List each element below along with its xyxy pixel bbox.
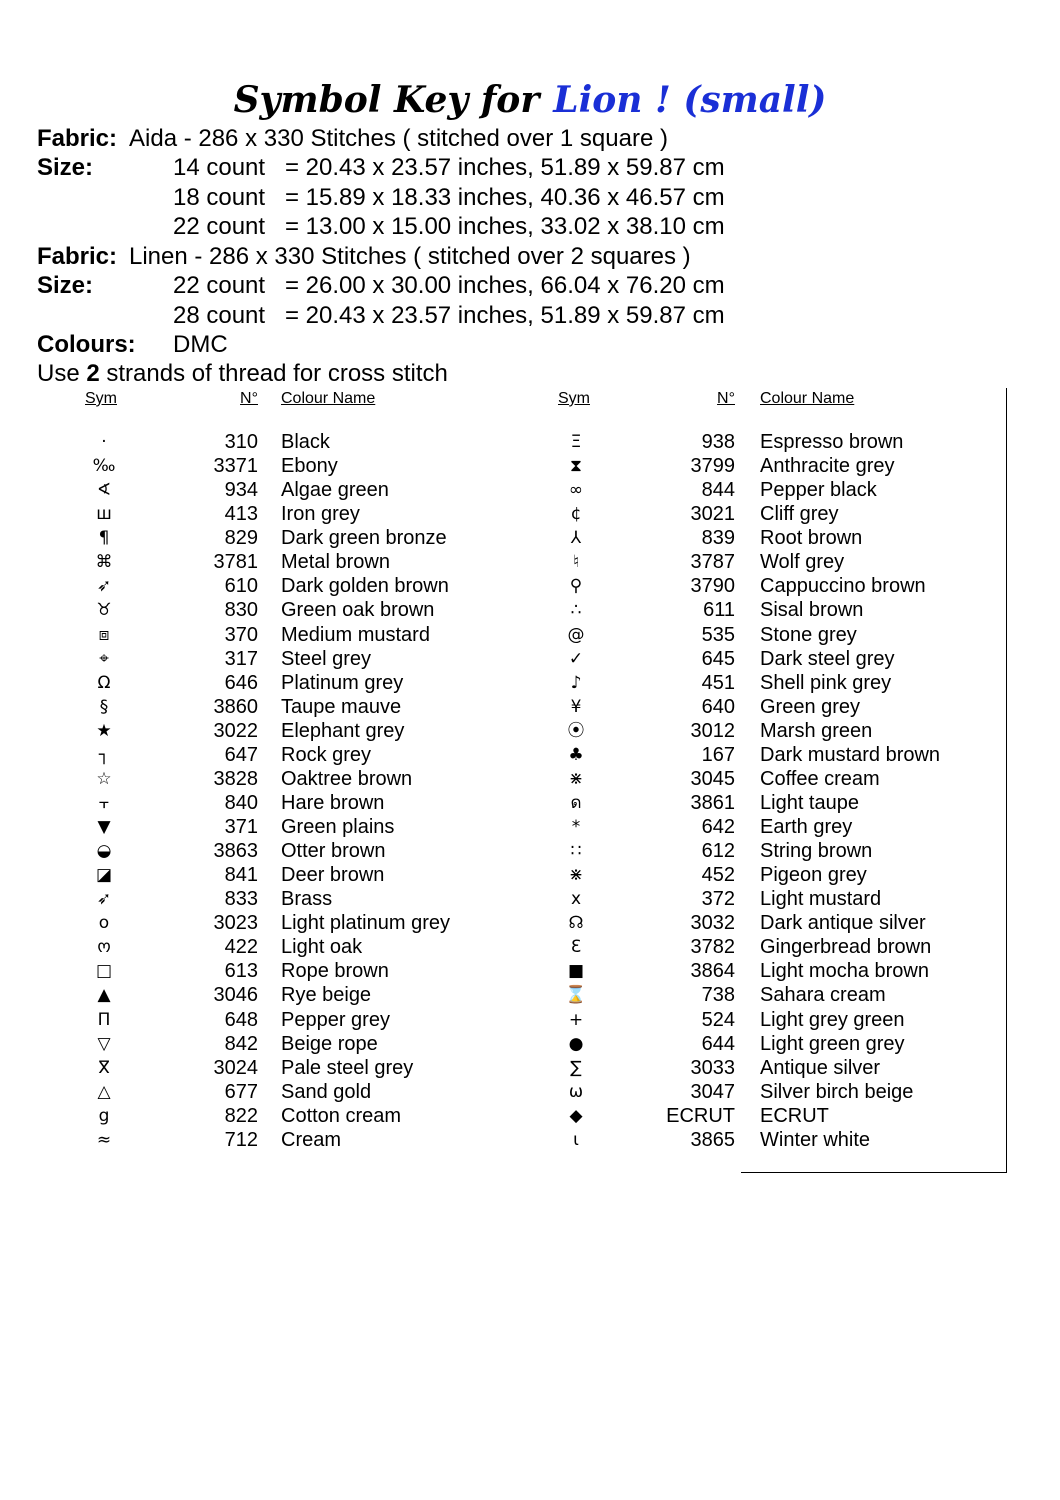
symbol-glyph: ◆ xyxy=(569,1105,583,1126)
table-row xyxy=(84,647,504,671)
table-row xyxy=(556,815,996,839)
strands-suffix: strands of thread for cross stitch xyxy=(99,360,448,387)
symbol-glyph: · xyxy=(101,432,107,452)
table-row xyxy=(84,1056,504,1080)
symbol-glyph: * xyxy=(571,817,581,837)
size-linen-row-1 xyxy=(37,271,725,300)
symbol-glyph: ო xyxy=(97,937,111,958)
header-name-left: Colour Name xyxy=(281,390,376,407)
symbol-glyph: ≈ xyxy=(96,1129,112,1150)
table-row xyxy=(556,983,996,1007)
colour-name: Pepper black xyxy=(760,479,877,502)
symbol-glyph: ⴳ xyxy=(98,1057,110,1078)
symbol-glyph: ш xyxy=(96,504,112,525)
table-row xyxy=(556,478,996,502)
colours-line xyxy=(37,330,228,359)
dmc-number: 3865 xyxy=(690,1128,735,1151)
table-row xyxy=(556,863,996,887)
dmc-number: ECRUT xyxy=(666,1104,735,1127)
dmc-number: 822 xyxy=(224,1104,258,1127)
dmc-number: 3828 xyxy=(213,767,258,790)
colour-name: Pigeon grey xyxy=(760,864,867,887)
colour-name: Pepper grey xyxy=(281,1008,390,1031)
table-border-bottom xyxy=(741,1172,1007,1173)
symbol-glyph: ⫟ xyxy=(98,792,110,813)
colour-name: Dark mustard brown xyxy=(760,743,941,766)
symbol-glyph: ▲ xyxy=(97,985,111,1006)
colour-name: Brass xyxy=(281,888,333,911)
colour-name: Wolf grey xyxy=(760,551,845,574)
colour-name: Cappuccino brown xyxy=(760,575,926,598)
symbol-glyph: ω xyxy=(568,1081,584,1102)
table-row xyxy=(556,550,996,574)
colour-name: Anthracite grey xyxy=(760,455,895,478)
symbol-glyph: ◒ xyxy=(96,841,112,862)
colour-name: Iron grey xyxy=(281,503,360,526)
symbol-table-right xyxy=(556,430,996,1152)
colour-name: String brown xyxy=(760,840,873,863)
dmc-number: 833 xyxy=(224,888,258,911)
strands-count: 2 xyxy=(86,360,100,387)
symbol-glyph: ★ xyxy=(96,720,112,741)
dmc-number: 3022 xyxy=(213,719,258,742)
table-row xyxy=(84,454,504,478)
dmc-number: 844 xyxy=(701,479,735,502)
dmc-number: 3047 xyxy=(690,1080,735,1103)
dmc-number: 535 xyxy=(701,623,735,646)
dmc-number: 611 xyxy=(703,599,735,622)
stitch-count: 22 count xyxy=(173,213,266,240)
colour-name: Winter white xyxy=(760,1128,871,1151)
colour-name: Dark antique silver xyxy=(760,912,926,935)
table-row xyxy=(556,574,996,598)
table-row xyxy=(84,743,504,767)
dmc-number: 829 xyxy=(224,527,258,550)
symbol-glyph: ด xyxy=(570,792,582,813)
size-measure: = 15.89 x 18.33 inches, 40.36 x 46.57 cm xyxy=(285,184,725,211)
colour-name: Light platinum grey xyxy=(281,912,450,935)
table-row xyxy=(84,1128,504,1152)
symbol-glyph: ⧗ xyxy=(570,456,582,477)
colour-name: Black xyxy=(281,431,330,453)
table-row xyxy=(556,743,996,767)
colour-name: Deer brown xyxy=(281,864,385,887)
symbol-glyph: ∞ xyxy=(568,480,584,501)
title-prefix: Symbol Key for xyxy=(233,79,540,121)
symbol-glyph: △ xyxy=(97,1081,111,1102)
dmc-number: 640 xyxy=(701,695,735,718)
dmc-number: 370 xyxy=(224,623,258,646)
colour-name: Antique silver xyxy=(760,1056,881,1079)
table-row xyxy=(84,550,504,574)
colour-name: Rye beige xyxy=(281,984,372,1007)
colour-name: Sisal brown xyxy=(760,599,864,622)
header-sym-left: Sym xyxy=(85,390,117,407)
symbol-glyph: + xyxy=(568,1009,584,1030)
size-label: Size: xyxy=(37,154,94,181)
symbol-glyph: ¶ xyxy=(98,528,110,549)
dmc-number: 646 xyxy=(224,671,258,694)
symbol-glyph: ● xyxy=(568,1033,584,1054)
dmc-number: 451 xyxy=(701,671,735,694)
colour-name: Light green grey xyxy=(760,1032,905,1055)
colour-name: Green plains xyxy=(281,816,395,838)
dmc-number: 317 xyxy=(224,647,258,670)
colour-name: Rock grey xyxy=(281,743,372,766)
symbol-glyph: □ xyxy=(95,961,113,982)
table-row xyxy=(556,1056,996,1080)
symbol-glyph: Ω xyxy=(97,672,111,693)
dmc-number: 3371 xyxy=(213,455,258,478)
symbol-glyph: ¢ xyxy=(570,504,582,525)
header-num-right: N° xyxy=(717,390,735,407)
table-row xyxy=(556,791,996,815)
size-measure: = 20.43 x 23.57 inches, 51.89 x 59.87 cm xyxy=(285,302,725,329)
dmc-number: 3021 xyxy=(690,503,735,526)
symbol-glyph: ☊ xyxy=(568,913,584,934)
table-row xyxy=(84,623,504,647)
stitch-count: 18 count xyxy=(173,184,266,211)
symbol-glyph: ♉ xyxy=(96,600,112,621)
symbol-glyph: ♪ xyxy=(570,672,582,693)
colour-name: Stone grey xyxy=(760,623,857,646)
table-row xyxy=(556,911,996,935)
colour-name: Green oak brown xyxy=(281,599,435,622)
fabric-label: Fabric: xyxy=(37,243,118,270)
header-sym-right: Sym xyxy=(558,390,590,407)
size-label: Size: xyxy=(37,272,94,299)
table-row xyxy=(556,839,996,863)
colour-name: Light mustard xyxy=(760,888,882,911)
symbol-glyph: ⋇ xyxy=(568,768,584,789)
dmc-number: 3045 xyxy=(690,767,735,790)
colour-name: Light grey green xyxy=(760,1008,905,1031)
symbol-glyph: ¥ xyxy=(570,696,582,717)
colour-name: Rope brown xyxy=(281,960,389,983)
dmc-number: 613 xyxy=(224,960,258,983)
symbol-glyph: ▽ xyxy=(97,1033,111,1054)
colour-name: Cotton cream xyxy=(281,1104,402,1127)
stitch-count: 22 count xyxy=(173,272,266,299)
symbol-glyph: Ɛ xyxy=(570,937,582,958)
dmc-number: 839 xyxy=(701,527,735,550)
size-measure: = 26.00 x 30.00 inches, 66.04 x 76.20 cm xyxy=(285,272,725,299)
table-row xyxy=(84,863,504,887)
table-row xyxy=(556,767,996,791)
colour-name: Oaktree brown xyxy=(281,767,413,790)
table-border-right xyxy=(1006,388,1007,1172)
table-row xyxy=(556,647,996,671)
symbol-glyph: ɩ xyxy=(573,1129,579,1150)
dmc-number: 413 xyxy=(224,503,258,526)
colour-name: Taupe mauve xyxy=(281,695,402,718)
table-row xyxy=(556,598,996,622)
symbol-glyph: ∷ xyxy=(570,841,582,862)
colour-name: Light taupe xyxy=(760,791,859,814)
dmc-number: 310 xyxy=(224,431,258,453)
symbol-glyph: ➶ xyxy=(96,889,112,910)
symbol-glyph: ▼ xyxy=(97,817,111,837)
colour-name: Marsh green xyxy=(760,719,873,742)
table-row xyxy=(556,1080,996,1104)
dmc-number: 372 xyxy=(701,888,735,911)
colour-name: Espresso brown xyxy=(760,431,904,453)
dmc-number: 3032 xyxy=(690,912,735,935)
size-measure: = 13.00 x 15.00 inches, 33.02 x 38.10 cm xyxy=(285,213,725,240)
table-row xyxy=(556,623,996,647)
dmc-number: 524 xyxy=(701,1008,735,1031)
colour-name: Earth grey xyxy=(760,816,853,838)
dmc-number: 3012 xyxy=(690,719,735,742)
dmc-number: 642 xyxy=(701,816,735,838)
colour-name: Gingerbread brown xyxy=(760,936,932,959)
colour-name: Elephant grey xyxy=(281,719,405,742)
table-row xyxy=(84,839,504,863)
table-row xyxy=(84,1104,504,1128)
colour-name: Algae green xyxy=(281,479,389,502)
dmc-number: 3023 xyxy=(213,912,258,935)
dmc-number: 3787 xyxy=(690,551,735,574)
colour-name: Platinum grey xyxy=(281,671,404,694)
symbol-glyph: Π xyxy=(97,1009,111,1030)
symbol-glyph: ♣ xyxy=(568,744,584,765)
symbol-glyph: ◪ xyxy=(95,865,113,886)
colour-name: Root brown xyxy=(760,527,863,550)
symbol-glyph: § xyxy=(99,696,109,717)
dmc-number: 3860 xyxy=(213,695,258,718)
symbol-glyph: ⋇ xyxy=(568,865,584,886)
dmc-number: 644 xyxy=(701,1032,735,1055)
dmc-number: 452 xyxy=(701,864,735,887)
dmc-number: 648 xyxy=(224,1008,258,1031)
symbol-table-left xyxy=(84,430,504,1152)
colour-name: Hare brown xyxy=(281,791,385,814)
symbol-glyph: ‰ xyxy=(92,456,116,477)
symbol-glyph: ⦿ xyxy=(567,720,585,741)
colour-name: Shell pink grey xyxy=(760,671,892,694)
dmc-number: 422 xyxy=(224,936,258,959)
dmc-number: 677 xyxy=(224,1080,258,1103)
table-row xyxy=(84,1080,504,1104)
colour-name: Light oak xyxy=(281,936,363,959)
symbol-glyph: @ xyxy=(567,624,585,645)
stitch-count: 28 count xyxy=(173,302,266,329)
table-row xyxy=(84,815,504,839)
stitch-count: 14 count xyxy=(173,154,266,181)
colour-name: Beige rope xyxy=(281,1032,378,1055)
dmc-number: 167 xyxy=(701,743,735,766)
colour-name: Green grey xyxy=(760,695,861,718)
table-row xyxy=(556,1032,996,1056)
symbol-glyph: ♮ xyxy=(572,552,580,573)
symbol-glyph: ■ xyxy=(567,961,585,982)
page-title xyxy=(0,78,1060,122)
dmc-number: 738 xyxy=(701,984,735,1007)
symbol-glyph: o xyxy=(98,913,110,934)
table-row xyxy=(556,1128,996,1152)
dmc-number: 3781 xyxy=(213,551,258,574)
symbol-glyph: ⅄ xyxy=(570,528,582,549)
table-row xyxy=(84,983,504,1007)
symbol-glyph: ➶ xyxy=(96,576,112,597)
header-name-right: Colour Name xyxy=(760,390,855,407)
table-row xyxy=(556,671,996,695)
symbol-glyph: ∢ xyxy=(96,480,112,501)
table-row xyxy=(84,695,504,719)
symbol-glyph: ⌘ xyxy=(95,552,113,573)
colour-name: Light mocha brown xyxy=(760,960,929,983)
colour-name: Cream xyxy=(281,1128,342,1151)
dmc-number: 3033 xyxy=(690,1056,735,1079)
table-row xyxy=(84,911,504,935)
dmc-number: 610 xyxy=(224,575,258,598)
table-row xyxy=(84,598,504,622)
table-row xyxy=(84,935,504,959)
dmc-number: 371 xyxy=(224,816,258,838)
dmc-number: 841 xyxy=(224,864,258,887)
table-row xyxy=(556,1008,996,1032)
table-row xyxy=(84,430,504,454)
symbol-glyph: Ξ xyxy=(570,432,582,452)
dmc-number: 842 xyxy=(224,1032,258,1055)
colour-name: Medium mustard xyxy=(281,623,430,646)
symbol-glyph: ⚲ xyxy=(569,576,583,597)
dmc-number: 3024 xyxy=(213,1056,258,1079)
table-row xyxy=(556,719,996,743)
colour-name: Ebony xyxy=(281,455,338,478)
dmc-number: 3782 xyxy=(690,936,735,959)
dmc-number: 3046 xyxy=(213,984,258,1007)
dmc-number: 934 xyxy=(224,479,258,502)
colour-name: Otter brown xyxy=(281,840,386,863)
dmc-number: 647 xyxy=(224,743,258,766)
table-row xyxy=(556,502,996,526)
strands-prefix: Use xyxy=(37,360,87,387)
dmc-number: 3790 xyxy=(690,575,735,598)
table-row xyxy=(556,430,996,454)
size-measure: = 20.43 x 23.57 inches, 51.89 x 59.87 cm xyxy=(285,154,725,181)
header-num-left: N° xyxy=(240,390,258,407)
dmc-number: 3864 xyxy=(690,960,735,983)
dmc-number: 840 xyxy=(224,791,258,814)
table-row xyxy=(84,1032,504,1056)
table-row xyxy=(556,959,996,983)
symbol-glyph: g xyxy=(98,1105,110,1126)
colour-name: Sand gold xyxy=(281,1080,372,1103)
fabric-aida-line xyxy=(37,124,668,153)
colour-name: Cliff grey xyxy=(760,503,839,526)
colours-label: Colours: xyxy=(37,331,136,358)
table-row xyxy=(84,526,504,550)
colour-name: Pale steel grey xyxy=(281,1056,414,1079)
table-row xyxy=(556,454,996,478)
colour-name: Sahara cream xyxy=(760,984,886,1007)
table-row xyxy=(556,935,996,959)
table-row xyxy=(84,574,504,598)
colour-name: ECRUT xyxy=(760,1104,829,1127)
dmc-number: 830 xyxy=(224,599,258,622)
dmc-number: 3863 xyxy=(213,840,258,863)
symbol-glyph: ⌖ xyxy=(99,648,109,669)
table-row xyxy=(84,959,504,983)
fabric-linen-line xyxy=(37,242,691,271)
colours-value: DMC xyxy=(173,331,228,358)
strands-line xyxy=(37,359,448,388)
table-row xyxy=(84,767,504,791)
colour-name: Dark green bronze xyxy=(281,527,447,550)
symbol-glyph: ⌛ xyxy=(565,985,587,1006)
table-row xyxy=(84,719,504,743)
table-row xyxy=(84,791,504,815)
table-row xyxy=(556,695,996,719)
table-row xyxy=(556,1104,996,1128)
dmc-number: 712 xyxy=(224,1128,258,1151)
fabric-aida-text: Aida - 286 x 330 Stitches ( stitched over 1 square ) xyxy=(129,125,668,152)
colour-name: Silver birch beige xyxy=(760,1080,914,1103)
table-row xyxy=(556,887,996,911)
dmc-number: 612 xyxy=(701,840,735,863)
table-row xyxy=(84,478,504,502)
table-row xyxy=(84,887,504,911)
symbol-glyph: ☆ xyxy=(96,768,112,789)
symbol-glyph: ┐ xyxy=(98,744,110,765)
symbol-glyph: ⧈ xyxy=(98,624,110,645)
symbol-glyph: x xyxy=(570,889,582,910)
symbol-glyph: ∴ xyxy=(570,600,582,621)
dmc-number: 3799 xyxy=(690,455,735,478)
symbol-glyph: ✓ xyxy=(568,648,584,669)
design-name: Lion ! (small) xyxy=(553,79,827,121)
dmc-number: 938 xyxy=(701,431,735,453)
colour-name: Dark golden brown xyxy=(281,575,449,598)
colour-name: Steel grey xyxy=(281,647,372,670)
size-aida-row-1 xyxy=(37,153,725,182)
dmc-number: 645 xyxy=(701,647,735,670)
fabric-label: Fabric: xyxy=(37,125,118,152)
colour-name: Dark steel grey xyxy=(760,647,895,670)
dmc-number: 3861 xyxy=(690,791,735,814)
table-row xyxy=(84,502,504,526)
table-row xyxy=(84,1008,504,1032)
table-row xyxy=(556,526,996,550)
fabric-linen-text: Linen - 286 x 330 Stitches ( stitched over 2 squares ) xyxy=(129,243,691,270)
table-row xyxy=(84,671,504,695)
colour-name: Coffee cream xyxy=(760,767,880,790)
symbol-glyph: ∑ xyxy=(570,1057,582,1078)
colour-name: Metal brown xyxy=(281,551,390,574)
